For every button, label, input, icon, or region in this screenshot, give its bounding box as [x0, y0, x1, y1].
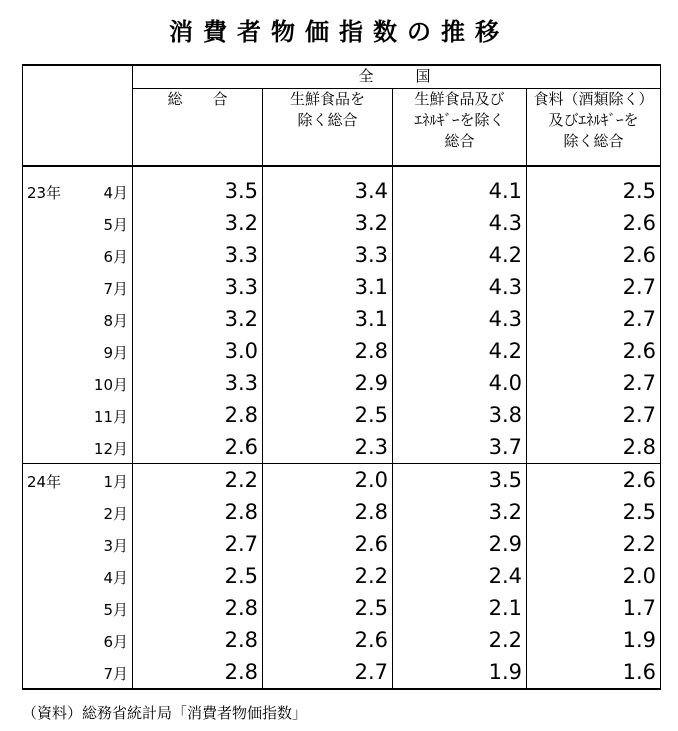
gap-cell: [23, 166, 133, 175]
cpi-table: [22, 64, 661, 690]
header-col-2-line-2: 除く総合: [297, 111, 358, 129]
value-cell: 3.4: [263, 175, 393, 207]
gap-cell: [393, 166, 527, 175]
row-month: 5月: [103, 216, 128, 234]
row-label-cell: [23, 399, 133, 431]
header-col-4-line-3: 除く総合: [563, 132, 624, 150]
value-cell: 2.0: [527, 560, 661, 592]
row-month: 4月: [103, 184, 128, 202]
value-cell: 2.8: [133, 399, 263, 431]
page-title: 消費者物価指数の推移: [169, 18, 509, 46]
header-col-3-line-2: ｴﾈﾙｷﾞｰを除く: [414, 111, 505, 129]
row-month: 7月: [103, 665, 128, 683]
row-label-cell: [23, 335, 133, 367]
value-cell: 2.8: [133, 592, 263, 624]
value-cell: 2.6: [527, 335, 661, 367]
value-cell: 2.6: [133, 431, 263, 464]
value-cell: 1.9: [393, 656, 527, 689]
row-month: 10月: [93, 376, 128, 394]
value-cell: 3.3: [133, 367, 263, 399]
value-cell: 2.6: [527, 464, 661, 497]
value-cell: 2.6: [263, 624, 393, 656]
row-label-cell: [23, 207, 133, 239]
header-group-nationwide: 全 国: [133, 65, 661, 89]
row-month: 11月: [93, 408, 128, 426]
value-cell: 2.4: [393, 560, 527, 592]
value-cell: 2.8: [133, 656, 263, 689]
value-cell: 4.3: [393, 303, 527, 335]
value-cell: 3.7: [393, 431, 527, 464]
value-cell: 2.7: [527, 303, 661, 335]
header-col-4-line-1: 食料（酒類除く）: [533, 90, 654, 108]
value-cell: 3.3: [133, 271, 263, 303]
value-cell: 2.5: [263, 592, 393, 624]
row-month: 6月: [103, 633, 128, 651]
value-cell: 3.2: [133, 207, 263, 239]
value-cell: 3.2: [263, 207, 393, 239]
value-cell: 3.5: [393, 464, 527, 497]
value-cell: 2.5: [133, 560, 263, 592]
table-row: [23, 303, 661, 335]
header-gap-row: [23, 166, 661, 175]
value-cell: 2.7: [527, 271, 661, 303]
value-cell: 1.6: [527, 656, 661, 689]
value-cell: 3.3: [133, 239, 263, 271]
table-row: [23, 592, 661, 624]
row-label-cell: [23, 431, 133, 464]
value-cell: 2.8: [527, 431, 661, 464]
header-col-1: [133, 89, 263, 167]
row-month: 2月: [103, 505, 128, 523]
value-cell: 2.7: [133, 528, 263, 560]
source-note: （資料）総務省統計局「消費者物価指数」: [22, 704, 308, 722]
value-cell: 2.7: [527, 399, 661, 431]
value-cell: 4.0: [393, 367, 527, 399]
value-cell: 4.3: [393, 207, 527, 239]
value-cell: 2.7: [263, 656, 393, 689]
row-year: 24年: [27, 473, 62, 491]
row-month: 5月: [103, 601, 128, 619]
value-cell: 2.0: [263, 464, 393, 497]
row-month: 6月: [103, 248, 128, 266]
table-row: [23, 560, 661, 592]
value-cell: 3.0: [133, 335, 263, 367]
row-label-cell: [23, 656, 133, 689]
value-cell: 3.2: [133, 303, 263, 335]
table-row: [23, 656, 661, 689]
row-label-cell: [23, 175, 133, 207]
row-year: 23年: [27, 184, 62, 202]
value-cell: 2.5: [527, 175, 661, 207]
gap-cell: [263, 166, 393, 175]
value-cell: 3.3: [263, 239, 393, 271]
row-label-cell: [23, 560, 133, 592]
value-cell: 2.8: [133, 624, 263, 656]
value-cell: 2.3: [263, 431, 393, 464]
value-cell: 2.6: [527, 207, 661, 239]
header-col-3-line-1: 生鮮食品及び: [414, 90, 505, 108]
row-month: 12月: [93, 440, 128, 458]
table-row: [23, 367, 661, 399]
value-cell: 2.8: [263, 496, 393, 528]
header-col-1-line-1: 総 合: [167, 90, 228, 108]
value-cell: 2.2: [393, 624, 527, 656]
header-col-2-line-1: 生鮮食品を: [289, 90, 365, 108]
table-row: [23, 399, 661, 431]
value-cell: 2.2: [133, 464, 263, 497]
row-label-cell: [23, 496, 133, 528]
value-cell: 4.3: [393, 271, 527, 303]
row-label-cell: [23, 303, 133, 335]
row-label-cell: [23, 592, 133, 624]
row-label-cell: [23, 464, 133, 497]
header-col-4: [527, 89, 661, 167]
value-cell: 3.8: [393, 399, 527, 431]
header-col-2: [263, 89, 393, 167]
value-cell: 3.1: [263, 271, 393, 303]
value-cell: 2.5: [527, 496, 661, 528]
value-cell: 1.9: [527, 624, 661, 656]
row-label-cell: [23, 239, 133, 271]
value-cell: 2.2: [527, 528, 661, 560]
table-row: [23, 175, 661, 207]
value-cell: 4.2: [393, 335, 527, 367]
table-row: [23, 207, 661, 239]
table-row: [23, 528, 661, 560]
gap-cell: [527, 166, 661, 175]
table-row: [23, 239, 661, 271]
table-row: [23, 335, 661, 367]
value-cell: 2.1: [393, 592, 527, 624]
table-row: [23, 496, 661, 528]
row-label-cell: [23, 367, 133, 399]
value-cell: 2.8: [263, 335, 393, 367]
value-cell: 3.5: [133, 175, 263, 207]
value-cell: 4.2: [393, 239, 527, 271]
header-corner-cell: [23, 65, 133, 166]
row-month: 9月: [103, 344, 128, 362]
header-col-3: [393, 89, 527, 167]
table-row: [23, 464, 661, 497]
value-cell: 2.7: [527, 367, 661, 399]
row-label-cell: [23, 624, 133, 656]
gap-cell: [133, 166, 263, 175]
value-cell: 2.6: [263, 528, 393, 560]
header-col-3-line-3: 総合: [444, 132, 475, 150]
value-cell: 2.6: [527, 239, 661, 271]
row-month: 4月: [103, 569, 128, 587]
row-month: 8月: [103, 312, 128, 330]
value-cell: 2.8: [133, 496, 263, 528]
row-label-cell: [23, 271, 133, 303]
header-row-group: [23, 65, 661, 89]
value-cell: 2.2: [263, 560, 393, 592]
header-col-4-line-2: 及びｴﾈﾙｷﾞｰを: [548, 111, 639, 129]
value-cell: 3.1: [263, 303, 393, 335]
value-cell: 4.1: [393, 175, 527, 207]
table-row: [23, 624, 661, 656]
table-row: [23, 431, 661, 464]
row-month: 7月: [103, 280, 128, 298]
value-cell: 2.9: [263, 367, 393, 399]
row-label-cell: [23, 528, 133, 560]
value-cell: 2.5: [263, 399, 393, 431]
value-cell: 1.7: [527, 592, 661, 624]
table-row: [23, 271, 661, 303]
value-cell: 2.9: [393, 528, 527, 560]
value-cell: 3.2: [393, 496, 527, 528]
row-month: 1月: [103, 473, 128, 491]
row-month: 3月: [103, 537, 128, 555]
